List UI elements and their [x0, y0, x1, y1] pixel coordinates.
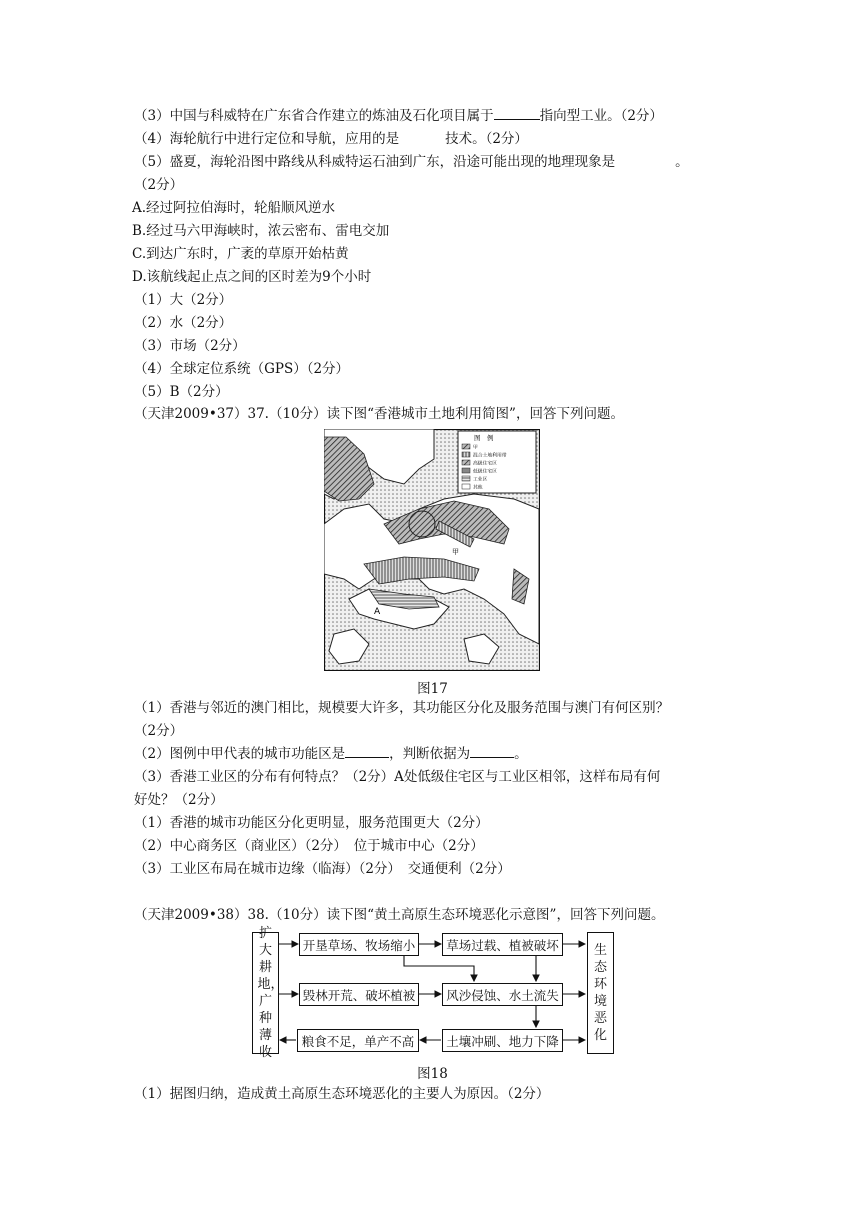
q38-question-1: （1）据图归纳，造成黄土高原生态环境恶化的主要人为原因。（2分）: [134, 1086, 550, 1102]
figure-18-caption: 图18: [417, 1066, 448, 1082]
question-37-title: （天津2009•37）37.（10分）读下图“香港城市土地利用简图”，回答下列问题。: [134, 406, 624, 422]
legend-item: 工业区: [473, 477, 488, 483]
flow-box-overgrazing: 草场过载、植被破坏: [442, 933, 563, 956]
q37-question-1: （1）香港与邻近的澳门相比，规模要大许多，其功能区分化及服务范围与澳门有何区别？: [134, 700, 670, 716]
flow-box-grain-shortage: 粮食不足，单产不高: [297, 1029, 419, 1052]
option-a: A.经过阿拉伯海时，轮船顺风逆水: [132, 200, 336, 216]
answer-blank: [470, 743, 514, 758]
cbd-circle: [409, 511, 435, 537]
legend-item: 其他: [473, 485, 483, 491]
answer-line: （4）全球定位系统（GPS）（2分）: [134, 361, 350, 377]
label-a: A: [374, 607, 381, 617]
answer-line: （2）水（2分）: [134, 315, 233, 331]
figure-17-caption: 图17: [417, 681, 448, 697]
answer-line: （3）市场（2分）: [134, 338, 246, 354]
question-5: （5）盛夏，海轮沿图中路线从科威特运石油到广东，沿途可能出现的地理现象是 。: [134, 154, 689, 170]
legend-item: 甲: [473, 445, 478, 451]
flow-box-reclaim-grassland: 开垦草场、牧场缩小: [299, 933, 419, 956]
q37-question-3: （3）香港工业区的分布有何特点？（2分）A处低级住宅区与工业区相邻，这样布局有何: [134, 769, 661, 785]
q37-question-1-score: （2分）: [134, 723, 184, 739]
legend-item: 高级住宅区: [473, 461, 497, 467]
expand-farmland-box: 扩大耕地，广种薄收: [252, 932, 279, 1054]
option-b: B.经过马六甲海峡时，浓云密布、雷电交加: [132, 223, 390, 239]
flow-box-soil-decline: 土壤冲刷、地力下降: [442, 1029, 563, 1052]
eco-deterioration-box: 生态环境恶化: [587, 932, 614, 1054]
loess-plateau-flow-diagram: [252, 926, 612, 1060]
legend-title: 图 例: [474, 434, 494, 442]
flow-box-deforestation: 毁林开荒、破坏植被: [299, 983, 419, 1006]
question-5-score: （2分）: [134, 177, 184, 193]
label-jia: 甲: [452, 548, 459, 556]
hongkong-land-use-map: [324, 429, 540, 671]
legend-item: 混合土地利用带: [473, 453, 507, 459]
question-38-title: （天津2009•38）38.（10分）读下图“黄土高原生态环境恶化示意图”，回答下列问题。: [134, 907, 665, 923]
option-c: C.到达广东时，广袤的草原开始枯黄: [132, 246, 349, 262]
question-3: （3）中国与科威特在广东省合作建立的炼油及石化项目属于 指向型工业。（2分）: [134, 105, 663, 127]
flow-box-erosion: 风沙侵蚀、水土流失: [442, 983, 563, 1006]
answer-blank: [494, 105, 540, 120]
answer-line: （2）中心商务区（商业区）（2分） 位于城市中心（2分）: [134, 838, 484, 854]
q37-question-2: （2）图例中甲代表的城市功能区是 ，判断依据为 。: [134, 743, 528, 765]
answer-line: （1）香港的城市功能区分化更明显，服务范围更大（2分）: [134, 815, 489, 831]
option-d: D.该航线起止点之间的区时差为9个小时: [132, 269, 372, 285]
legend-item: 低级住宅区: [473, 469, 497, 475]
answer-line: （1）大（2分）: [134, 292, 233, 308]
answer-line: （5）B（2分）: [134, 384, 229, 400]
q37-question-3-cont: 好处？（2分）: [134, 792, 224, 808]
question-4: （4）海轮航行中进行定位和导航，应用的是 技术。（2分）: [134, 131, 528, 147]
answer-line: （3）工业区布局在城市边缘（临海）（2分） 交通便利（2分）: [134, 861, 511, 877]
answer-blank: [345, 743, 389, 758]
